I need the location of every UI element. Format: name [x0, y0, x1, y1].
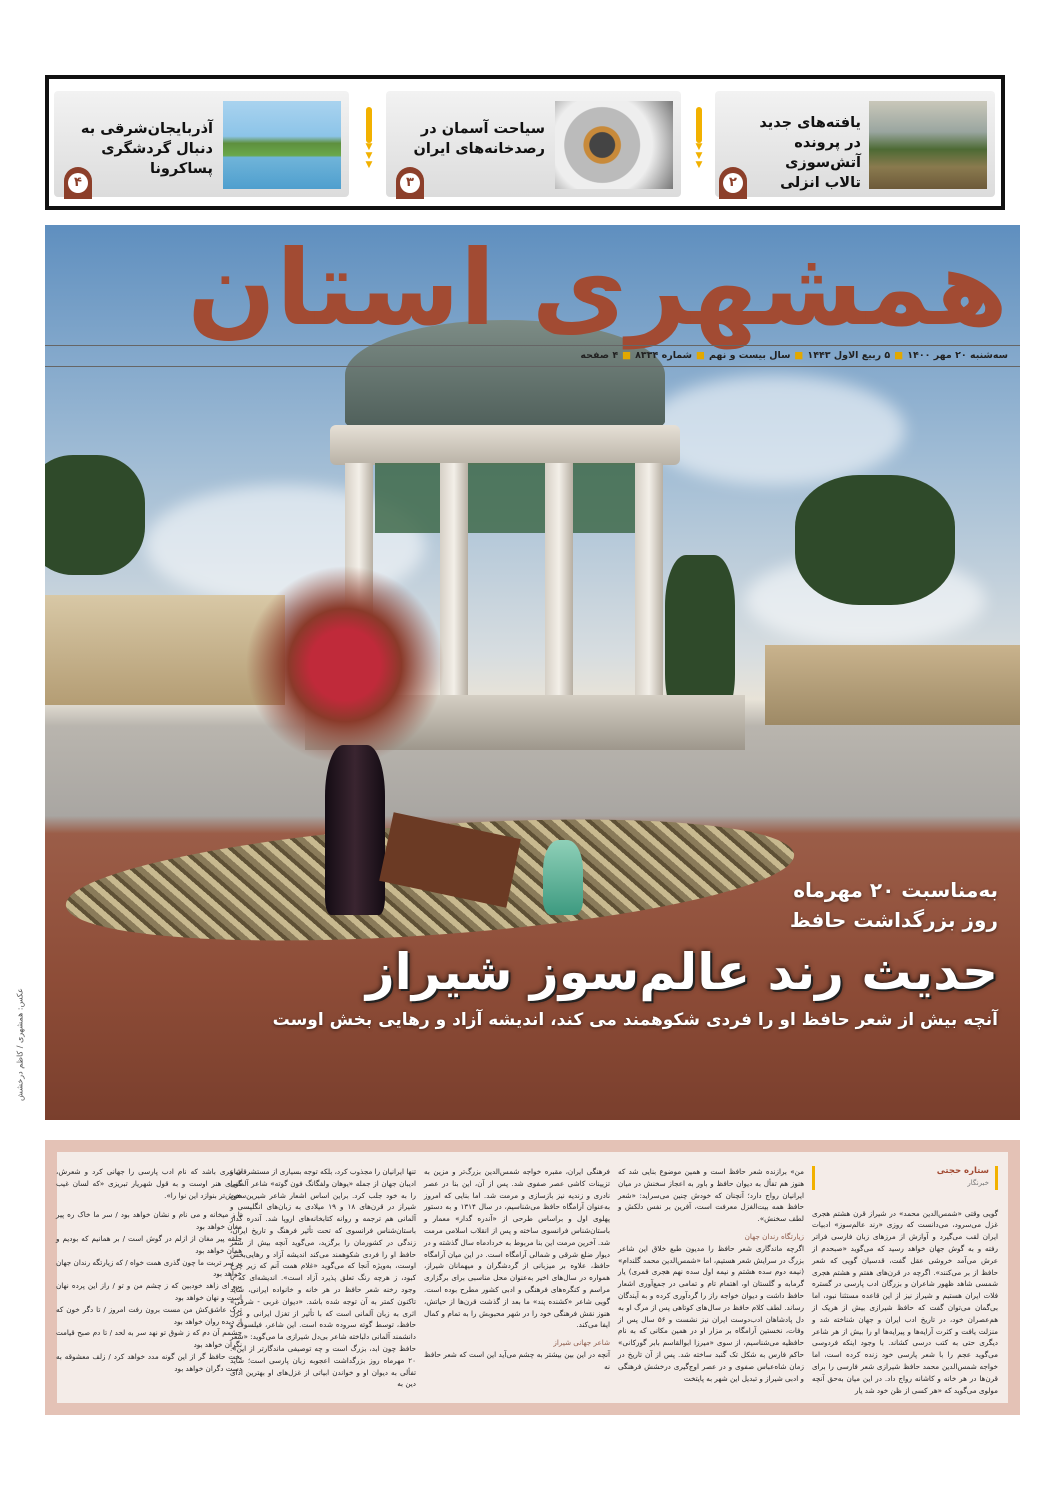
teaser-headline: آذربایجان‌شرقی به دنبال گردشگری پساکرونا — [80, 121, 213, 177]
lead-text: آنچه بیش از شعر حافظ او را فردی شکوهمند می کند، اندیشه آزاد و رهایی بخش اوست — [272, 1010, 998, 1030]
flower-bouquet — [245, 565, 445, 765]
teaser-card-page-2[interactable] — [715, 91, 995, 197]
page-number-badge: ۴ — [64, 167, 92, 199]
poem-verse: بر سر تربت ما چون گذری همت خواه / که زیارتگه رندان جهان خواهد بود — [56, 1257, 242, 1279]
photo-credit: عکس: همشهری / کاظم درخشش — [15, 988, 25, 1101]
article-column-2 — [618, 1166, 804, 1384]
teaser-image-lake — [223, 101, 341, 189]
column-text: تنها ایرانیان را مجذوب کرد، بلکه توجه بسیاری از مستشرقان و ادیبان جهان از جمله «یوهان ولفگانگ فون گوته» شاعر آلمانی را به خود جلب کرد. براین اساس اشعار شاعر شیرین‌سخن شیراز در قرن‌های ۱۸ و ۱۹ میلادی به زبان‌های انگلیسی و آلمانی هم ترجمه و روانه کتابخانه‌های اروپا شد. آندره گدار باستان‌شناس فرانسوی که تحت تأثیر فرهنگ و تاریخ ایران، زندگی در کشورمان را برگزید، می‌گوید آنچه بیش از شعر حافظ او را فردی شکوهمند می‌کند اندیشه آزاد و رهایی‌بخش اوست، به‌ویژه آنجا که می‌گوید «غلام همت آنم که زیر چرخ کبود، ز هرچه رنگ تعلق پذیرد آزاد است». اندیشه‌ای که با وجود رخنه شعر حافظ در هر خانه و خانواده ایرانی، شاید تاکنون کمتر به آن توجه شده باشد. «دیوان غربی - شرقی» اثری به زبان آلمانی است که با تأثیر از تغزل ایرانی و غزل حافظ، توسط گوته سروده شده است. این شاعر، فیلسوف و دانشمند آلمانی دلباخته شاعر بی‌دل شیرازی ما می‌گوید: «شعر حافظ چون ابد، بزرگ است و چه توصیفی ماندگارتر از این». ۲۰ مهرماه روز بزرگداشت اعجوبه زبان پارسی است؛ شاید تفألی به دیوان او و خواندن ابیاتی از غزل‌های او بهترین ادای دین به — [230, 1167, 416, 1389]
subheading: زیارتگاه رندان جهان — [744, 1231, 804, 1241]
article-box — [45, 1140, 1020, 1415]
poem-verse: ترک عاشق‌کش من مست برون رفت امروز / تا دگر خون که از دیده روان خواهد بود — [56, 1304, 242, 1326]
teasers-box — [45, 75, 1005, 210]
author-role: خبرنگار — [967, 1178, 989, 1187]
column-text: گویی وقتی «شمس‌الدین محمد» در شیراز قرن هشتم هجری غزل می‌سرود، می‌دانست که روزی «رند عالم‌سوز» ادبیات ایران لقب می‌گیرد و آوازش از مرزهای زبان فارسی فراتر رفته و به گوش جهان خواهد رسید که می‌گوید «صبحدم از عرش می‌آمد خروشی عقل گفت، قدسیان گویی که شعر حافظ از بر می‌کنند». اگرچه در قرن‌های هفتم و هشتم هجری شمسی شاهد ظهور شاعران و بزرگان ادب پارسی در گستره فلات ایران هستیم و شیراز نیز از این قاعده مستثنا نبود، اما بی‌گمان می‌توان گفت که حافظ شیرازی بیش از هریک از هم‌عصران خود، در تاریخ ادب ایران و جهان شناخته شد و منزلت یافت و کثرت آرایه‌ها و پیرایه‌ها او را بیش از هر شاعر دیگری حتی به کتب درسی کشاند. با وجود اینکه فردوسی می‌گوید عجم را با شعر پارسی خود زنده کرده است، اما خواجه شمس‌الدین محمد حافظ شیرازی شعر فارسی را برای قرن‌ها در هر خانه و کاشانه رواج داد. در این میان به‌حق آنچه مولوی می‌گوید که «هر کسی از ظن خود شد یار — [812, 1208, 998, 1395]
author-name: ستاره حجتی — [936, 1166, 989, 1176]
poem-verse: تا ز میخانه و می نام و نشان خواهد بود / سر ما خاک ره پیر مغان خواهد بود — [56, 1210, 242, 1232]
column-text: فرهنگی ایران، مقبره خواجه شمس‌الدین بزرگ‌تر و مزین به تزیینات کاشی عصر صفوی شد. پس از آن، این بنا در عصر نادری و زندیه نیز بازسازی و مرمت شد. اما بنایی که امروز به‌عنوان آرامگاه حافظ می‌شناسیم، در سال ۱۳۱۴ و به دستور پهلوی اول و براساس طرحی از «آندره گدار» معمار و باستان‌شناس فرانسوی ساخته و پس از انقلاب اسلامی مرمت شد. آخرین مرمت این بنا مربوط به خردادماه سال گذشته و در دیوار ضلع شرقی و شمالی آرامگاه است. در این میان آرامگاه حافظ، علاوه بر میزبانی از گردشگران و میهمانان شیراز، همواره در سال‌های اخیر به‌عنوان محل مناسبی برای برگزاری مراسم و کنگره‌های فرهنگی و ادبی کشور مطرح بوده است. گویی شاعر «کشنده پند» ما بعد از گذشت قرن‌ها از حیاتش، هنوز نقش فرهنگی خود را در شهر محبوبش را به تمام و کمال ایفا می‌کند. — [424, 1167, 610, 1330]
poem-verse: حلقه پیر مغان از ازلم در گوش است / بر همانیم که بودیم و همان خواهد بود — [56, 1233, 242, 1255]
poem-verse: چشمم آن دم که ز شوق تو نهد سر به لحد / تا دم صبح قیامت نگران خواهد بود — [56, 1328, 242, 1350]
teaser-card-page-4[interactable] — [54, 91, 349, 197]
article-column-3 — [424, 1166, 610, 1373]
column-text: من» برازنده شعر حافظ است و همین موضوع بنایی شد که هنوز هم تفأل به دیوان حافظ و باور به اعجاز سخنش در میان ایرانیان رواج دارد؛ آنچنان که خودش چنین می‌سراید: «شعر حافظ همه بیت‌الغزل معرفت است، آفرین بر نفس دلکش و لطف سخنش». — [618, 1167, 804, 1224]
poem-verse: برو ای زاهد خودبین که ز چشم من و تو / راز این پرده نهان است و نهان خواهد بود — [56, 1281, 242, 1302]
poem-verse: بخت حافظ گر از این گونه مدد خواهد کرد / زلف معشوقه به دست دگران خواهد بود — [56, 1351, 242, 1373]
supertitle: روز بزرگداشت حافظ — [789, 908, 998, 932]
dateline: سه‌شنبه ۲۰ مهر ۱۴۰۰■۵ ربیع الاول ۱۴۴۳■سال بیست و نهم■شماره ۸۳۳۴■۴ صفحه — [45, 345, 1020, 367]
masthead-logo: همشهری استان — [187, 227, 1008, 349]
teaser-headline: سیاحت آسمان در رصدخانه‌های ایران — [413, 121, 545, 157]
article-column-5 — [56, 1166, 242, 1375]
cover-photo — [45, 225, 1020, 1120]
teaser-image-wetland-fire — [869, 101, 987, 189]
page-number-badge: ۲ — [719, 167, 747, 199]
column-text: اگرچه ماندگاری شعر حافظ را مدیون طبع خلاق این شاعر بزرگ در سرایش شعر هستیم، اما «شمس‌الدین محمد گلندام» (نیمه دوم سده هشتم و نیمه اول سده نهم هجری قمری) یار گرمابه و گلستان او، اهتمام تام و تمامی در جمع‌آوری اشعار حافظ داشت و دیوان خواجه راز را گردآوری کرده و به آیندگان رساند. لطف کلام حافظ در سال‌های کوتاهی پس از مرگ او به دل پادشاهان ادب‌دوست ایران نیز نشست و ۵۶ سال پس از وفات، نخستین آرامگاه بر مزار او در همین مکانی که به نام حافظیه می‌شناسیم، از سوی «میرزا ابوالقاسم بابر گورکانی» حاکم فارس به شکل تک گنبد ساخته شد. پس از آن تاریخ در زمان شاه‌عباس صفوی و در عصر اوج‌گیری درخشش فرهنگی و ادبی شیراز و تبدیل این شهر به پایتخت — [618, 1243, 804, 1383]
teaser-card-page-3[interactable] — [386, 91, 681, 197]
column-text: آنچه در این بین بیشتر به چشم می‌آید این است که شعر حافظ نه — [424, 1349, 610, 1371]
subheading: شاعر جهانی شیراز — [553, 1338, 610, 1348]
main-headline: حدیث رند عالم‌سوز شیراز — [365, 943, 998, 1001]
supertitle: به‌مناسبت ۲۰ مهرماه — [793, 878, 998, 902]
arcade-right — [765, 645, 1020, 725]
article-column-4 — [230, 1166, 416, 1390]
teaser-image-observatory — [555, 101, 673, 189]
teaser-headline: یافته‌های جدید در پرونده آتش‌سوزی تالاب انزلی — [759, 115, 861, 191]
teaser-separator: ▼ ▼ ▼ — [695, 107, 703, 170]
teaser-separator: ▼ ▼ ▼ — [365, 107, 373, 170]
column-text: شاعری باشد که نام ادب پارسی را جهانی کرد و شعرش، گویای هنر اوست و به قول شهریار تبریزی «که لسان غیب خوش‌تر بنوازد این نوا را». — [56, 1167, 242, 1200]
cover-story[interactable] — [273, 875, 998, 1033]
article-column-1 — [812, 1166, 998, 1396]
page-number-badge: ۳ — [396, 167, 424, 199]
byline — [812, 1166, 998, 1190]
